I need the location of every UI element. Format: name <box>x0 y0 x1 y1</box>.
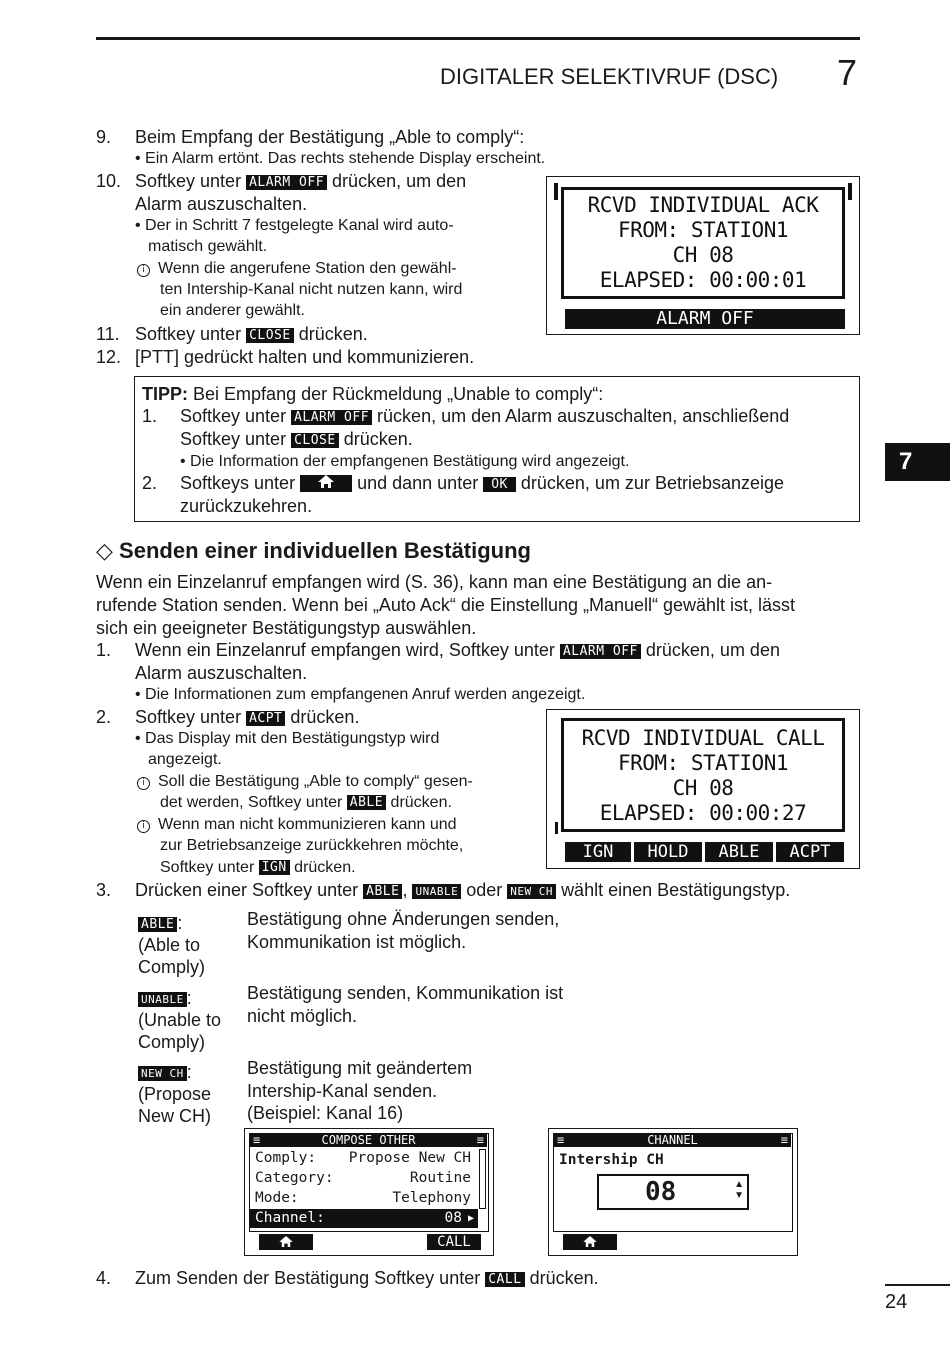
tip-line-2-a: Softkey unter <box>180 429 287 449</box>
menu-icon: ≡ <box>780 1133 788 1147</box>
scrollbar[interactable] <box>479 1149 486 1209</box>
step-2-info-2a <box>137 814 457 835</box>
arrow-right-icon: ▶ <box>467 1213 474 1224</box>
section-title: Senden einer individuellen Bestätigung <box>119 538 531 563</box>
step-4-line <box>135 1267 599 1289</box>
lcd2-line-2: FROM: STATION1 <box>617 751 788 775</box>
step-10-info-text-1: Wenn die angerufene Station den gewähl- <box>158 260 457 277</box>
step-2-info-2b: zur Betriebsanzeige zurückkehren möchte, <box>160 837 464 854</box>
menu-icon: ≡ <box>476 1133 484 1147</box>
header-rule <box>96 37 860 40</box>
step-2-line <box>135 706 359 728</box>
tip-intro <box>142 383 603 405</box>
tip-line-3-a: Softkeys unter <box>180 473 296 493</box>
step-3-text-b: wählt einen Bestätigungstyp. <box>561 880 791 900</box>
side-tab-label: 7 <box>899 448 913 475</box>
compose-title: COMPOSE OTHER <box>321 1133 416 1147</box>
tip-label: TIPP: <box>142 384 189 404</box>
step-1-line2: Alarm auszuschalten. <box>135 663 308 683</box>
step-10-bullet-2: matisch gewählt. <box>148 238 268 255</box>
info-icon: i <box>137 264 150 277</box>
info-icon: i <box>137 777 150 790</box>
row-label: Channel: <box>255 1210 325 1226</box>
row-value: 08 <box>444 1210 462 1226</box>
step-2-bullet-2: angezeigt. <box>148 751 222 768</box>
type-unable-desc-2: nicht möglich. <box>247 1006 358 1026</box>
step-2-info-2a-text: Wenn man nicht kommunizieren kann und <box>158 816 457 833</box>
step-3-num: 3. <box>96 880 112 900</box>
tip-num-1: 1. <box>142 406 158 426</box>
type-new-ch <box>138 1061 211 1127</box>
type-able-sub1: (Able to <box>138 935 201 955</box>
lcd-line-1: RCVD INDIVIDUAL ACK <box>587 193 819 217</box>
type-unable-desc-1: Bestätigung senden, Kommunikation ist <box>247 983 564 1003</box>
lcd-line-4: ELAPSED: 00:00:01 <box>599 268 807 292</box>
step-3-text-a: Drücken einer Softkey unter <box>135 880 359 900</box>
step-4-text-a: Zum Senden der Bestätigung Softkey unter <box>135 1268 481 1288</box>
intership-label: Intership CH <box>559 1152 664 1168</box>
section-para-3: sich ein geeigneter Bestätigungstyp auswählen. <box>96 618 477 638</box>
step-10-text-b: drücken, um den <box>332 171 467 191</box>
alarm-off-key-2: ALARM OFF <box>560 644 641 659</box>
step-2-bullet-1: • Das Display mit den Bestätigungstyp wird <box>135 730 440 747</box>
row-value: Routine <box>409 1170 471 1186</box>
step-9-num: 9. <box>96 127 112 147</box>
compose-row-comply[interactable] <box>255 1149 471 1168</box>
lcd-line-2: FROM: STATION1 <box>617 218 788 242</box>
tip-line-2 <box>180 428 413 450</box>
step-10-info-1 <box>137 258 457 279</box>
menu-icon: ≡ <box>557 1133 565 1147</box>
compose-header <box>250 1134 487 1147</box>
row-label: Category: <box>255 1170 334 1186</box>
step-2-info-1b-text: det werden, Softkey unter <box>160 794 343 811</box>
compose-other-screen <box>244 1128 494 1256</box>
lcd-line-3: CH 08 <box>672 243 734 267</box>
step-4-text-b: drücken. <box>529 1268 599 1288</box>
tip-bullet: • Die Information der empfangenen Bestätigung wird angezeigt. <box>180 453 630 470</box>
home-icon <box>318 475 334 488</box>
step-10-line2: Alarm auszuschalten. <box>135 194 308 214</box>
step-10-line1 <box>135 170 466 192</box>
alarm-off-key: ALARM OFF <box>246 175 327 190</box>
channel-value-box[interactable] <box>597 1174 749 1210</box>
type-unable <box>138 987 221 1053</box>
tip-alarm-off-key: ALARM OFF <box>291 410 372 425</box>
lcd2-line-4: ELAPSED: 00:00:27 <box>599 801 807 825</box>
row-value: Propose New CH <box>348 1150 471 1166</box>
step-4-num: 4. <box>96 1268 112 1288</box>
step-2-info-2c <box>160 857 356 878</box>
step-11-line <box>135 323 368 345</box>
tip-line-3 <box>180 472 784 494</box>
chapter-title: DIGITALER SELEKTIVRUF (DSC) <box>440 64 779 89</box>
channel-screen <box>548 1128 798 1256</box>
home-icon <box>583 1236 597 1247</box>
step-9-bullet: • Ein Alarm ertönt. Das rechts stehende Display erscheint. <box>135 150 546 167</box>
menu-icon: ≡ <box>253 1133 261 1147</box>
compose-row-category[interactable] <box>255 1169 471 1188</box>
able-key: ABLE <box>363 884 402 899</box>
type-unable-sub2: Comply) <box>138 1032 206 1052</box>
step-2-info-1c-text: drücken. <box>390 794 452 811</box>
page-number: 24 <box>885 1291 908 1313</box>
softkey-hold[interactable]: HOLD <box>634 842 702 862</box>
step-2-text-a: Softkey unter <box>135 707 242 727</box>
side-chapter-tab <box>885 443 950 481</box>
row-label: Mode: <box>255 1190 299 1206</box>
type-able <box>138 912 205 978</box>
type-able-key-line: ABLE : <box>138 912 205 934</box>
tip-num-2: 2. <box>142 473 158 493</box>
type-new-ch-sub1: (Propose <box>138 1084 212 1104</box>
step-2-info-1a-text: Soll die Bestätigung „Able to comply“ gesen- <box>158 773 473 790</box>
step-11-text-a: Softkey unter <box>135 324 242 344</box>
new-ch-key: NEW CH <box>507 884 556 899</box>
step-1-num: 1. <box>96 640 112 660</box>
type-new-ch-desc-1: Bestätigung mit geändertem <box>247 1058 473 1078</box>
step-1-line1 <box>135 639 780 661</box>
acpt-key: ACPT <box>246 711 285 726</box>
type-new-ch-desc-3: (Beispiel: Kanal 16) <box>247 1103 404 1123</box>
softkey-acpt[interactable]: ACPT <box>776 842 844 862</box>
tip-close-key: CLOSE <box>291 433 339 448</box>
row-label: Comply: <box>255 1150 317 1166</box>
tip-intro-text: Bei Empfang der Rückmeldung „Unable to comply“: <box>193 384 604 404</box>
step-12-num: 12. <box>96 347 122 367</box>
new-ch-type-key: NEW CH <box>138 1066 187 1081</box>
lcd2-line-3: CH 08 <box>672 776 734 800</box>
type-new-ch-sub2: New CH) <box>138 1106 212 1126</box>
step-9-text: Beim Empfang der Bestätigung „Able to comply“: <box>135 127 525 147</box>
page-number-rule <box>885 1284 950 1286</box>
call-key: CALL <box>485 1272 524 1287</box>
info-icon: i <box>137 820 150 833</box>
step-10-info-3: ein anderer gewählt. <box>160 302 305 319</box>
home-key <box>300 475 352 492</box>
step-10-bullet-1: • Der in Schritt 7 festgelegte Kanal wird auto- <box>135 217 454 234</box>
step-2-text-b: drücken. <box>290 707 360 727</box>
ign-key-inline: IGN <box>259 860 290 875</box>
unable-key: UNABLE <box>412 884 461 899</box>
step-11-text-b: drücken. <box>298 324 368 344</box>
type-able-desc-2: Kommunikation ist möglich. <box>247 932 467 952</box>
chapter-number: 7 <box>837 52 858 93</box>
type-unable-sub1: (Unable to <box>138 1010 222 1030</box>
tip-line-3-b: und dann unter <box>357 473 479 493</box>
channel-title: CHANNEL <box>647 1133 698 1147</box>
display-individual-ack <box>546 176 860 335</box>
step-1-text-a: Wenn ein Einzelanruf empfangen wird, Softkey unter <box>135 640 555 660</box>
type-unable-key-line: UNABLE : <box>138 987 221 1009</box>
channel-header <box>554 1134 791 1147</box>
compose-row-channel[interactable] <box>250 1209 478 1228</box>
compose-row-mode[interactable] <box>255 1189 471 1208</box>
softkey-able[interactable]: ABLE <box>705 842 773 862</box>
step-12-text: [PTT] gedrückt halten und kommunizieren. <box>135 347 475 367</box>
close-key: CLOSE <box>246 328 294 343</box>
softkey-ign[interactable]: IGN <box>565 842 631 862</box>
unable-type-key: UNABLE <box>138 992 187 1007</box>
type-new-ch-desc-2: Intership-Kanal senden. <box>247 1081 438 1101</box>
diamond-icon: ◇ <box>96 538 113 563</box>
up-down-icon[interactable]: ▲ ▼ <box>734 1179 744 1201</box>
home-softkey[interactable] <box>563 1234 617 1250</box>
tip-line-2-b: drücken. <box>343 429 413 449</box>
tip-line-4: zurückzukehren. <box>180 496 313 516</box>
step-10-num: 10. <box>96 171 122 191</box>
alarm-off-softkey[interactable]: ALARM OFF <box>565 309 845 329</box>
step-10-info-2: ten Intership-Kanal nicht nutzen kann, wird <box>160 281 463 298</box>
step-1-bullet: • Die Informationen zum empfangenen Anruf werden angezeigt. <box>135 686 586 703</box>
type-able-desc-1: Bestätigung ohne Änderungen senden, <box>247 909 560 929</box>
section-para-2: rufende Station senden. Wenn bei „Auto Ack“ die Einstellung „Manuell“ gewählt ist, lässt <box>96 595 796 615</box>
tip-line-1-a: Softkey unter <box>180 406 287 426</box>
able-key-inline: ABLE <box>347 795 386 810</box>
step-2-num: 2. <box>96 707 112 727</box>
step-2-info-1b <box>160 792 452 813</box>
step-10-text-a: Softkey unter <box>135 171 242 191</box>
step-2-info-2d-text: drücken. <box>294 859 356 876</box>
step-3-comma: , <box>402 880 408 900</box>
channel-value: 08 <box>645 1177 677 1207</box>
able-type-key: ABLE <box>138 917 177 932</box>
step-11-num: 11. <box>96 324 120 344</box>
display-individual-call <box>546 709 860 869</box>
home-softkey[interactable] <box>259 1234 313 1250</box>
section-heading <box>96 537 531 565</box>
ok-key: OK <box>483 477 516 492</box>
step-3-or: oder <box>466 880 503 900</box>
step-2-info-1a <box>137 771 473 792</box>
tip-line-3-c: drücken, um zur Betriebsanzeige <box>520 473 785 493</box>
type-new-ch-key-line: NEW CH : <box>138 1061 211 1083</box>
step-1-text-b: drücken, um den <box>645 640 780 660</box>
section-para-1: Wenn ein Einzelanruf empfangen wird (S. 36), kann man eine Bestätigung an die an- <box>96 572 773 592</box>
tip-line-1-b: rücken, um den Alarm auszuschalten, anschließend <box>377 406 790 426</box>
row-value: Telephony <box>392 1190 471 1206</box>
lcd2-line-1: RCVD INDIVIDUAL CALL <box>581 726 825 750</box>
step-2-info-2c-text: Softkey unter <box>160 859 255 876</box>
tip-line-1 <box>180 405 789 427</box>
type-able-sub2: Comply) <box>138 957 206 977</box>
call-softkey[interactable]: CALL <box>427 1234 481 1250</box>
home-icon <box>279 1236 293 1247</box>
step-3-line <box>135 879 790 901</box>
